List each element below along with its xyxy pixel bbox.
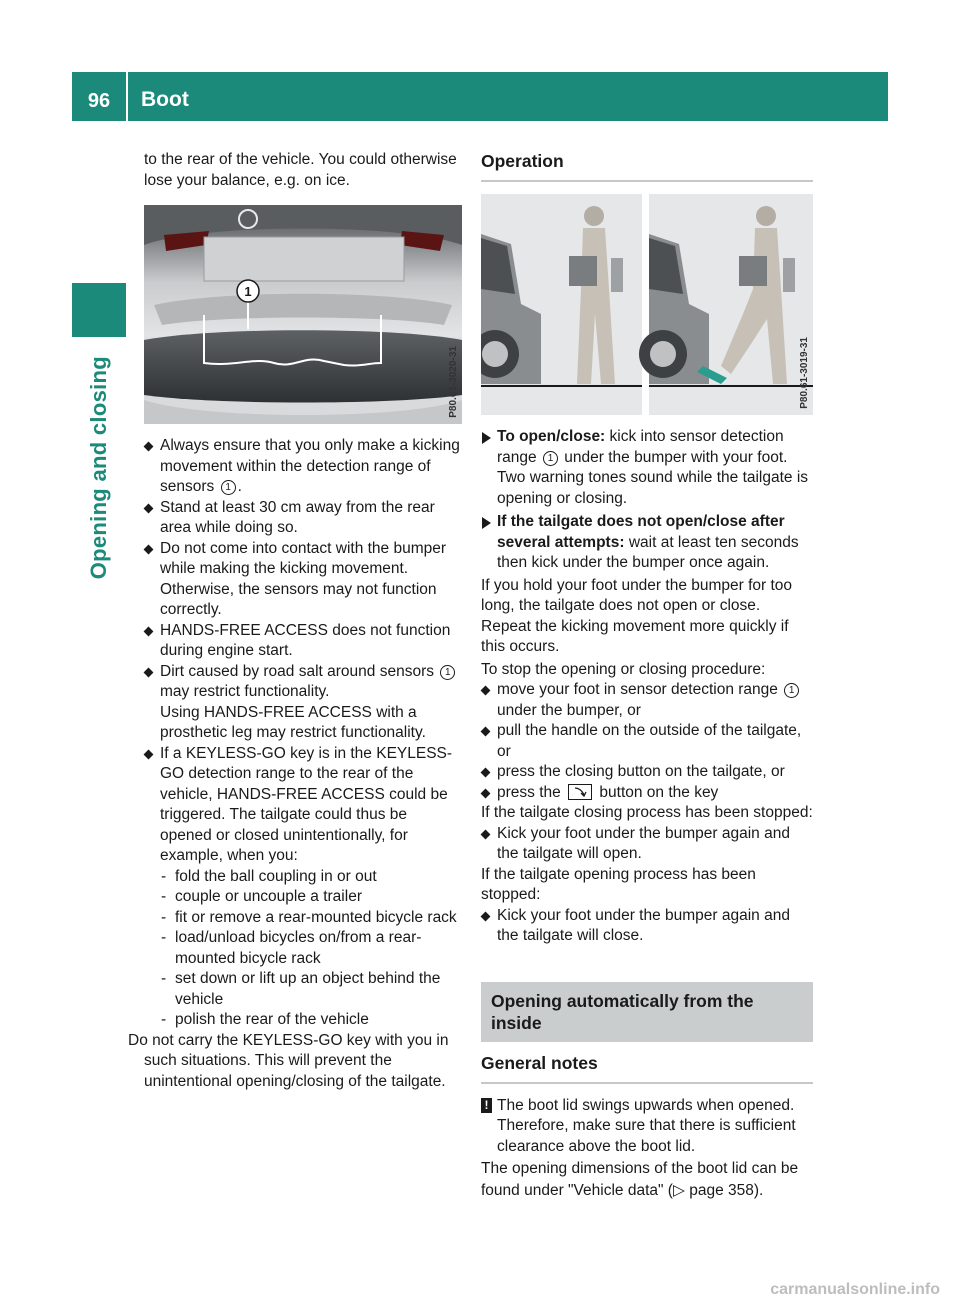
illustration-figure-code: P80.61-3019-31	[799, 337, 810, 409]
auto-open-heading: Opening automatically from the inside	[481, 982, 813, 1042]
situation-list	[160, 867, 462, 1031]
closing-text: Do not carry the KEYLESS-GO key with you in such situations. This will prevent the unintentional opening/closing of the tailgate.	[128, 1031, 449, 1090]
bumper-sensor-photo	[144, 205, 462, 424]
instruction-open-close: To open/close: kick into sensor detection range 1 under the bumper with your foot. Two warning tones sound while the tailgate is opening or closing.	[481, 427, 813, 509]
photo-figure-code: P80.61-3020-31	[448, 346, 459, 418]
list-item: move your foot in sensor detection range 1 under the bumper, or	[481, 680, 813, 721]
list-item: Stand at least 30 cm away from the rear area while doing so.	[144, 498, 462, 539]
list-item: - load/unload bicycles on/from a rear-mounted bicycle rack	[160, 928, 462, 969]
list-item: Always ensure that you only make a kicking movement within the detection range of sensors 1 .	[144, 436, 462, 498]
list-item: press the button on the key	[481, 783, 813, 804]
page-reference-link[interactable]: page 358).	[689, 1181, 764, 1199]
illustration-graphic	[481, 194, 813, 415]
list-item: - set down or lift up an object behind the vehicle	[160, 969, 462, 1010]
list-item: If a KEYLESS-GO key is in the KEYLESS-GO detection range to the rear of the vehicle, HANDS-FREE ACCESS could be triggered. The tailgate could thus be opened or closed unintentionally, for example, when you: - fold the ball coupling in or out - couple or uncouple a trailer - fit or remove a rear-mounted bicycle rack - load/unload bicycles on/from a rear-mounted bicycle rack - set down or lift up an object behind the vehicle - polish the rear of the vehicle	[144, 744, 462, 1031]
opening-dimensions-text: The opening dimensions of the boot lid can be found under "Vehicle data" (▷ page 358).	[481, 1160, 799, 1199]
list-item: Do not come into contact with the bumper while making the kicking movement. Otherwise, the sensors may not function correctly.	[144, 539, 462, 621]
list-item: - fold the ball coupling in or out	[160, 867, 462, 888]
callout-1-icon: 1	[784, 683, 799, 698]
list-item: - polish the rear of the vehicle	[160, 1010, 462, 1031]
stop-methods-list	[481, 680, 813, 803]
reopen-list	[481, 824, 813, 865]
callout-1-icon: 1	[440, 665, 455, 680]
photo-callout: 1	[244, 284, 252, 299]
header-bar	[72, 72, 888, 121]
intro-text: to the rear of the vehicle. You could otherwise lose your balance, e.g. on ice.	[144, 151, 457, 189]
list-item: Dirt caused by road salt around sensors 1 may restrict functionality. Using HANDS-FREE ACCESS with a prosthetic leg may restrict functionality.	[144, 662, 462, 744]
opening-stopped-text: If the tailgate opening process has been stopped:	[481, 865, 756, 903]
safety-bullets	[144, 436, 462, 1031]
section-tab	[72, 356, 126, 616]
operation-heading: Operation	[481, 150, 813, 182]
header-divider	[126, 72, 128, 121]
section-marker	[72, 283, 126, 337]
list-item: Kick your foot under the bumper again and the tailgate will open.	[481, 824, 813, 865]
callout-1-icon: 1	[221, 480, 236, 495]
list-item: - couple or uncouple a trailer	[160, 887, 462, 908]
list-item: Kick your foot under the bumper again and the tailgate will close.	[481, 906, 813, 947]
boot-lid-warning: ! The boot lid swings upwards when opened. Therefore, make sure that there is sufficient clearance above the boot lid.	[481, 1096, 813, 1158]
list-item: pull the handle on the outside of the tailgate, or	[481, 721, 813, 762]
list-item: HANDS-FREE ACCESS does not function during engine start.	[144, 621, 462, 662]
right-column	[481, 150, 813, 1201]
tailgate-key-icon	[568, 784, 592, 800]
reclose-list	[481, 906, 813, 947]
watermark: carmanualsonline.info	[770, 1280, 940, 1298]
list-item: - fit or remove a rear-mounted bicycle rack	[160, 908, 462, 929]
section-tab-label: Opening and closing	[85, 356, 111, 580]
callout-1-icon: 1	[543, 451, 558, 466]
left-column	[128, 150, 462, 1092]
page-number: 96	[87, 90, 111, 112]
page-reference-icon: ▷	[672, 1180, 685, 1199]
general-notes-heading: General notes	[481, 1052, 813, 1084]
stop-procedure-text: To stop the opening or closing procedure:	[481, 660, 766, 678]
chapter-title: Boot	[141, 88, 189, 111]
kick-operation-illustration	[481, 194, 813, 415]
bumper-photo-graphic	[144, 205, 462, 424]
closing-stopped-text: If the tailgate closing process has been stopped:	[481, 804, 813, 821]
list-item: press the closing button on the tailgate, or	[481, 762, 813, 783]
hold-foot-text: If you hold your foot under the bumper for too long, the tailgate does not open or close. Repeat the kicking movement more quickly if this occurs.	[481, 576, 793, 655]
warning-icon: !	[481, 1098, 492, 1113]
instruction-retry: If the tailgate does not open/close after several attempts: wait at least ten seconds then kick under the bumper once again.	[481, 512, 813, 574]
